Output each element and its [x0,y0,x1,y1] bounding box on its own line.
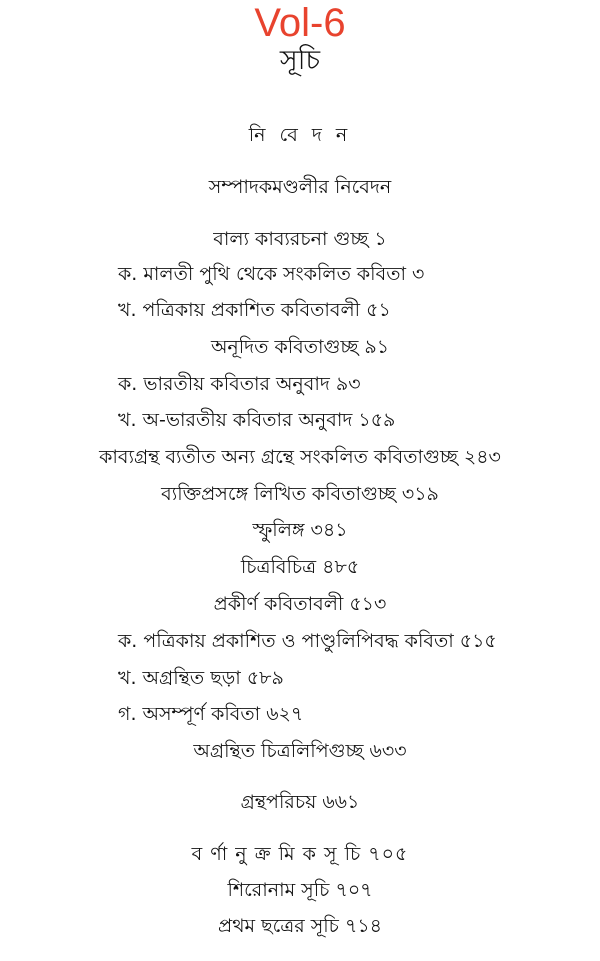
toc-entry-book-introduction[interactable]: গ্রন্থপরিচয় ৬৬১ [240,791,360,813]
toc-entry-alphabetical-index[interactable]: ব র্ণা নু ক্র মি ক সূ চি ৭০৫ [191,843,409,865]
toc-entry-uncollected-rhymes[interactable]: খ. অগ্রন্থিত ছড়া ৫৮৯ [118,667,284,689]
toc-entry-personal-poems[interactable]: ব্যক্তিপ্রসঙ্গে লিখিত কবিতাগুচ্ছ ৩১৯ [161,483,439,505]
toc-entry-sphulinga[interactable]: স্ফুলিঙ্গ ৩৪১ [252,519,348,541]
toc-entry-indian-translations[interactable]: ক. ভারতীয় কবিতার অনুবাদ ৯৩ [118,373,361,395]
toc-entry-manuscript-poems[interactable]: ক. পত্রিকায় প্রকাশিত ও পাণ্ডুলিপিবদ্ধ কবিতা ৫১৫ [118,630,497,652]
page-title: সূচি [279,45,321,76]
toc-entry-incomplete-poems[interactable]: গ. অসম্পূর্ণ কবিতা ৬২৭ [118,703,304,725]
toc-entry-miscellaneous-poems[interactable]: প্রকীর্ণ কবিতাবলী ৫১৩ [213,593,387,615]
toc-entry-chitrabichitra[interactable]: চিত্রবিচিত্র ৪৮৫ [240,556,360,578]
toc-entry-non-indian-translations[interactable]: খ. অ-ভারতীয় কবিতার অনুবাদ ১৫৯ [118,409,396,431]
toc-entry-picture-scripts[interactable]: অগ্রন্থিত চিত্রলিপিগুচ্ছ ৬৩৩ [193,740,407,762]
toc-entry-editors-preface[interactable]: সম্পাদকমণ্ডলীর নিবেদন [208,176,392,198]
toc-entry-malati-puthi[interactable]: ক. মালতী পুথি থেকে সংকলিত কবিতা ৩ [118,263,425,285]
toc-entry-magazine-poems[interactable]: খ. পত্রিকায় প্রকাশিত কবিতাবলী ৫১ [118,299,391,321]
toc-entry-preface[interactable]: নি বে দ ন [248,124,352,146]
toc-entry-title-index[interactable]: শিরোনাম সূচি ৭০৭ [227,879,373,901]
toc-entry-first-line-index[interactable]: প্রথম ছত্রের সূচি ৭১৪ [218,915,382,937]
toc-entry-other-books-poems[interactable]: কাব্যগ্রন্থ ব্যতীত অন্য গ্রন্থে সংকলিত কবিতাগুচ্ছ ২৪৩ [99,446,501,468]
toc-entry-translated-poems[interactable]: অনূদিত কবিতাগুচ্ছ ৯১ [210,336,390,358]
toc-entry-juvenilia[interactable]: বাল্য কাব্যরচনা গুচ্ছ ১ [213,228,387,250]
volume-label: Vol-6 [254,1,346,45]
